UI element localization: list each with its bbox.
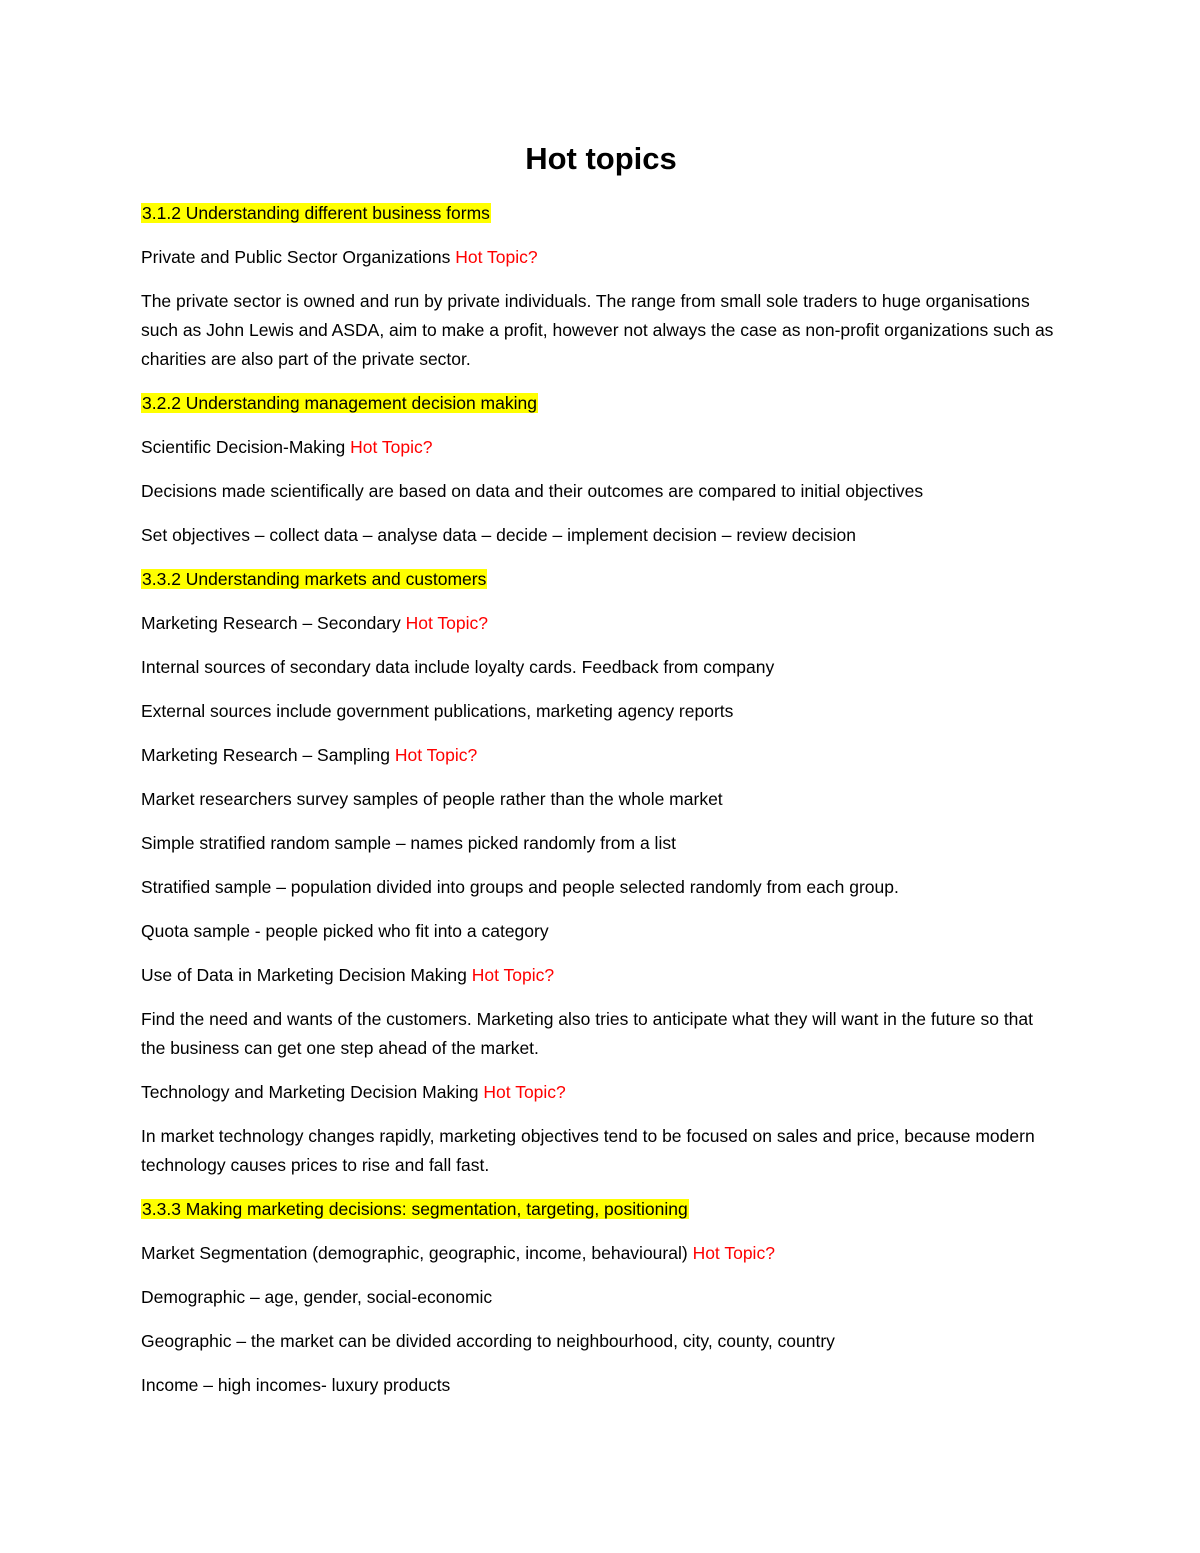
section-heading	[141, 199, 1061, 228]
topic-text: Private and Public Sector Organizations	[141, 247, 451, 268]
topic-text: Use of Data in Marketing Decision Making	[141, 965, 467, 986]
body-paragraph: Stratified sample – population divided into groups and people selected randomly from each group.	[141, 877, 899, 898]
body-paragraph: Set objectives – collect data – analyse data – decide – implement decision – review decision	[141, 525, 856, 546]
body-paragraph: Market researchers survey samples of people rather than the whole market	[141, 789, 723, 810]
section-heading	[141, 565, 1061, 594]
body-paragraph: Income – high incomes- luxury products	[141, 1375, 451, 1396]
topic-line	[141, 1239, 1061, 1268]
topic-line	[141, 741, 1061, 770]
topic-text: Technology and Marketing Decision Making	[141, 1082, 479, 1103]
hot-topic-tag: Hot Topic?	[455, 247, 538, 268]
hot-topic-tag: Hot Topic?	[350, 437, 433, 458]
body-paragraph: In market technology changes rapidly, marketing objectives tend to be focused on sales and price, because modern technology causes prices to rise and fall fast.	[141, 1126, 1035, 1176]
section-heading-text: 3.1.2 Understanding different business forms	[142, 203, 490, 224]
topic-line	[141, 961, 1061, 990]
section-heading-text: 3.3.2 Understanding markets and customers	[142, 569, 487, 590]
body-paragraph: Demographic – age, gender, social-economic	[141, 1287, 493, 1308]
section-heading	[141, 389, 1061, 418]
section-heading-text: 3.2.2 Understanding management decision making	[142, 393, 537, 414]
topic-text: Scientific Decision-Making	[141, 437, 346, 458]
body-paragraph: Geographic – the market can be divided according to neighbourhood, city, county, country	[141, 1331, 835, 1352]
body-paragraph: Internal sources of secondary data include loyalty cards. Feedback from company	[141, 657, 775, 678]
hot-topic-tag: Hot Topic?	[394, 745, 478, 766]
document-title: Hot topics	[525, 141, 677, 176]
body-paragraph: Decisions made scientifically are based on data and their outcomes are compared to initial objectives	[141, 481, 924, 502]
topic-line	[141, 609, 1061, 638]
body-paragraph: External sources include government publications, marketing agency reports	[141, 701, 734, 722]
hot-topic-tag: Hot Topic?	[471, 965, 555, 986]
topic-text: Marketing Research – Sampling	[141, 745, 391, 766]
body-paragraph: The private sector is owned and run by private individuals. The range from small sole traders to huge organisations such as John Lewis and ASDA, aim to make a profit, however not always the case as non-profit organizations such as charities are also part of the private sector.	[141, 291, 1054, 370]
topic-line	[141, 243, 1061, 272]
topic-text: Market Segmentation (demographic, geographic, income, behavioural)	[141, 1243, 688, 1264]
body-paragraph: Quota sample - people picked who fit into a category	[141, 921, 549, 942]
body-paragraph: Find the need and wants of the customers. Marketing also tries to anticipate what they will want in the future so that the business can get one step ahead of the market.	[141, 1009, 1034, 1059]
section-heading	[141, 1195, 1061, 1224]
document-page	[141, 140, 1061, 1415]
hot-topic-tag: Hot Topic?	[405, 613, 488, 634]
body-paragraph: Simple stratified random sample – names picked randomly from a list	[141, 833, 676, 854]
topic-line	[141, 433, 1061, 462]
hot-topic-tag: Hot Topic?	[483, 1082, 566, 1103]
topic-text: Marketing Research – Secondary	[141, 613, 401, 634]
hot-topic-tag: Hot Topic?	[692, 1243, 775, 1264]
section-heading-text: 3.3.3 Making marketing decisions: segmentation, targeting, positioning	[142, 1199, 688, 1220]
topic-line	[141, 1078, 1061, 1107]
